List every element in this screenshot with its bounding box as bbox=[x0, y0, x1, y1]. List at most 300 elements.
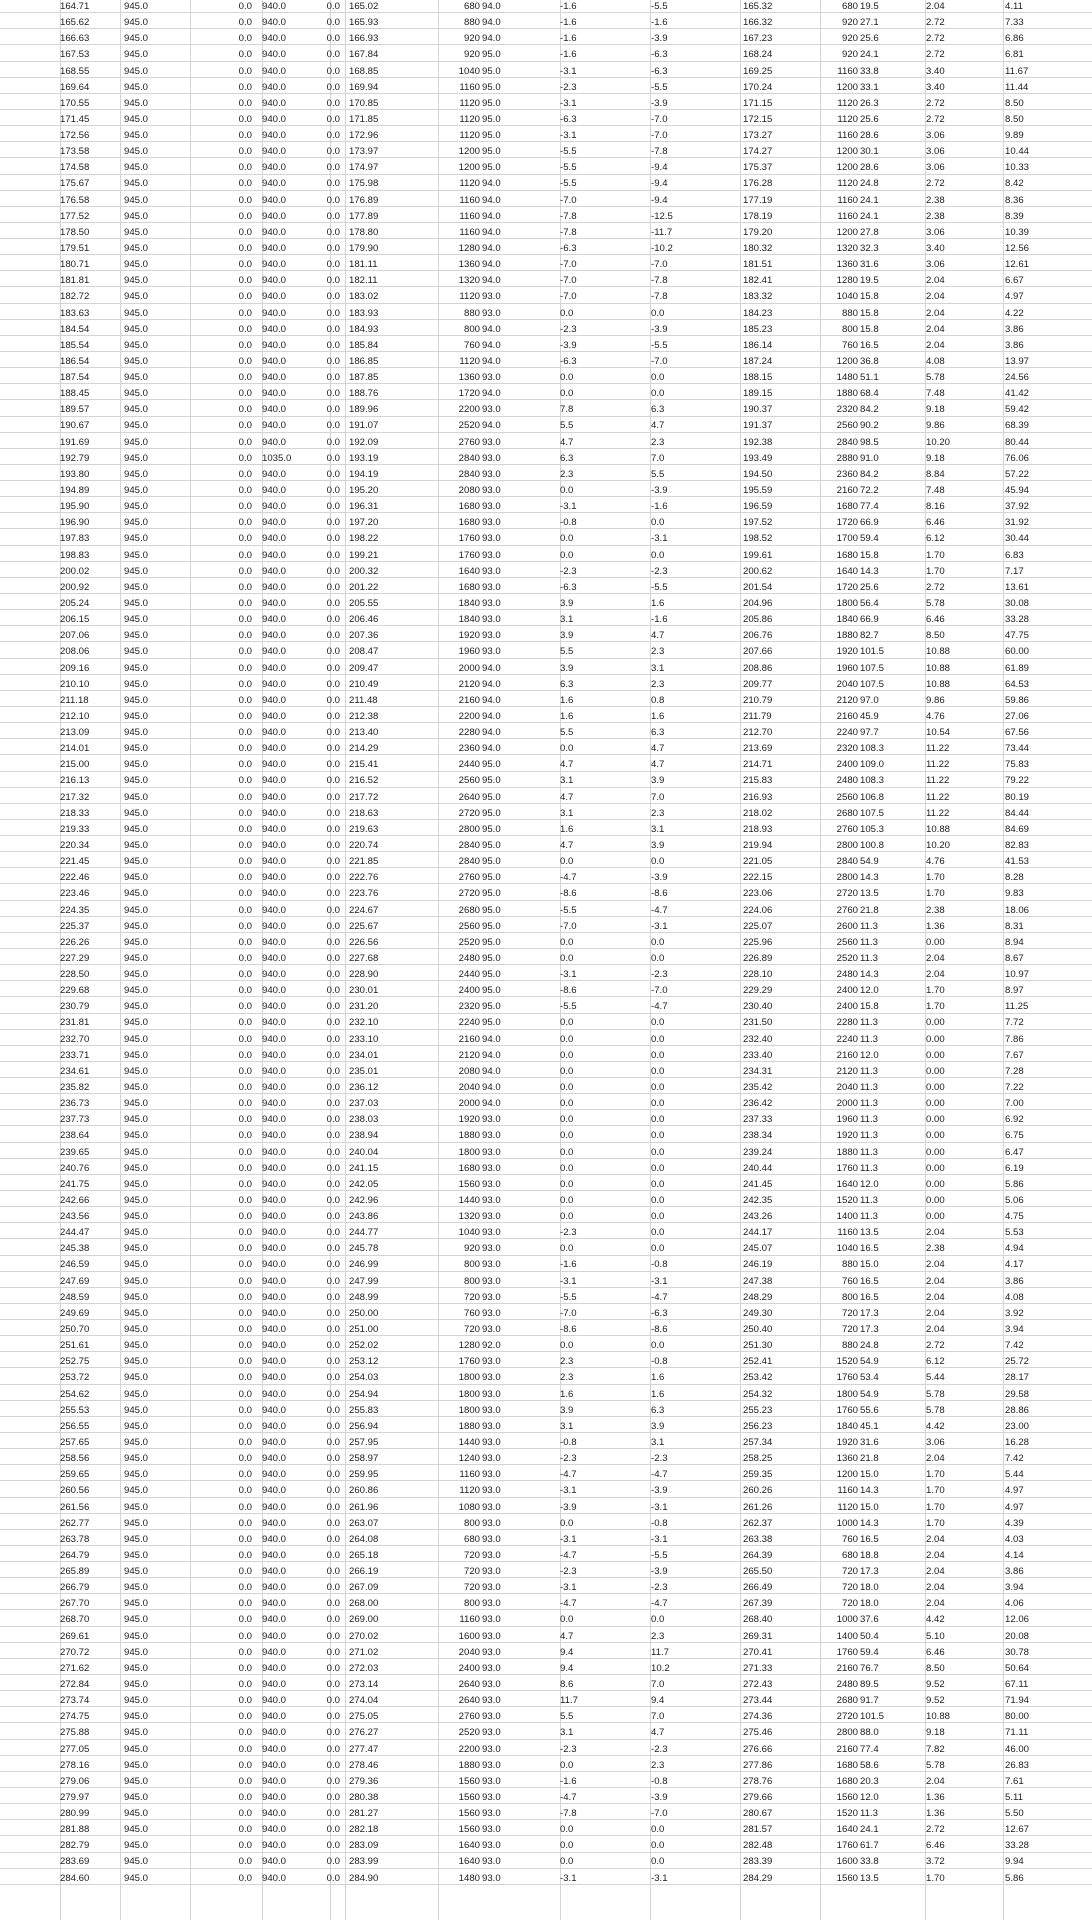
table-cell[interactable]: 0.0 bbox=[326, 1324, 340, 1336]
table-cell[interactable]: 93.0 bbox=[482, 1582, 501, 1594]
table-cell[interactable]: 36.8 bbox=[860, 355, 879, 367]
table-cell[interactable]: 1160 bbox=[459, 226, 480, 238]
table-cell[interactable]: 945.0 bbox=[124, 436, 149, 448]
table-cell[interactable]: 95.0 bbox=[482, 97, 501, 109]
table-cell[interactable]: 21.8 bbox=[860, 904, 879, 916]
table-cell[interactable]: 11.3 bbox=[860, 1065, 878, 1077]
table-cell[interactable]: 271.02 bbox=[349, 1646, 379, 1658]
table-cell[interactable]: 176.58 bbox=[60, 194, 90, 206]
table-cell[interactable]: -3.9 bbox=[651, 485, 668, 497]
table-cell[interactable]: 0.00 bbox=[926, 1194, 945, 1206]
table-cell[interactable]: 1920 bbox=[836, 646, 858, 658]
table-cell[interactable]: 940.0 bbox=[262, 243, 287, 255]
table-cell[interactable]: 2160 bbox=[836, 1662, 858, 1674]
table-cell[interactable]: 276.27 bbox=[349, 1727, 379, 1739]
table-cell[interactable]: 800 bbox=[841, 323, 858, 335]
table-cell[interactable]: 2400 bbox=[836, 985, 858, 997]
table-cell[interactable]: 0.0 bbox=[326, 1872, 340, 1884]
table-cell[interactable]: 940.0 bbox=[262, 1146, 287, 1158]
table-cell[interactable]: 0.0 bbox=[560, 743, 574, 755]
table-cell[interactable]: 0.0 bbox=[238, 339, 252, 351]
table-cell[interactable]: 2.04 bbox=[926, 1259, 945, 1271]
table-cell[interactable]: 1.70 bbox=[926, 1501, 945, 1513]
table-cell[interactable]: 0.00 bbox=[926, 1049, 945, 1061]
table-cell[interactable]: 1160 bbox=[837, 210, 858, 222]
table-cell[interactable]: 7.42 bbox=[1005, 1340, 1024, 1352]
table-cell[interactable]: 945.0 bbox=[124, 694, 149, 706]
table-cell[interactable]: 940.0 bbox=[262, 743, 287, 755]
table-cell[interactable]: 176.89 bbox=[349, 194, 379, 206]
table-cell[interactable]: 211.48 bbox=[349, 694, 378, 706]
table-cell[interactable]: 194.89 bbox=[60, 485, 90, 497]
table-cell[interactable]: 940.0 bbox=[262, 113, 287, 125]
table-cell[interactable]: -2.3 bbox=[651, 565, 668, 577]
table-cell[interactable]: 0.0 bbox=[238, 888, 252, 900]
table-cell[interactable]: 5.5 bbox=[560, 420, 574, 432]
table-cell[interactable]: 11.3 bbox=[860, 1130, 878, 1142]
table-cell[interactable]: 208.86 bbox=[743, 662, 773, 674]
table-cell[interactable]: 94.0 bbox=[482, 33, 501, 45]
table-cell[interactable]: 1640 bbox=[836, 1824, 858, 1836]
table-cell[interactable]: 945.0 bbox=[124, 1065, 149, 1077]
table-cell[interactable]: 0.00 bbox=[926, 1098, 945, 1110]
table-cell[interactable]: 940.0 bbox=[262, 517, 287, 529]
table-cell[interactable]: 720 bbox=[463, 1549, 480, 1561]
table-cell[interactable]: -4.7 bbox=[651, 1598, 668, 1610]
table-cell[interactable]: 940.0 bbox=[262, 372, 287, 384]
table-cell[interactable]: 220.74 bbox=[349, 839, 379, 851]
table-cell[interactable]: 0.0 bbox=[238, 565, 252, 577]
table-cell[interactable]: 268.70 bbox=[60, 1614, 90, 1626]
table-cell[interactable]: -3.1 bbox=[560, 1275, 577, 1287]
table-cell[interactable]: 213.69 bbox=[743, 743, 773, 755]
table-cell[interactable]: 24.1 bbox=[860, 49, 879, 61]
table-cell[interactable]: 192.38 bbox=[743, 436, 773, 448]
table-cell[interactable]: 1120 bbox=[459, 97, 480, 109]
table-cell[interactable]: 2400 bbox=[836, 759, 858, 771]
table-cell[interactable]: 230.40 bbox=[743, 1001, 773, 1013]
table-cell[interactable]: 3.06 bbox=[926, 146, 945, 158]
table-cell[interactable]: -3.9 bbox=[560, 339, 577, 351]
table-cell[interactable]: -5.5 bbox=[560, 162, 577, 174]
table-cell[interactable]: 233.40 bbox=[743, 1049, 773, 1061]
table-cell[interactable]: 93.0 bbox=[482, 1469, 501, 1481]
table-cell[interactable]: -7.0 bbox=[651, 130, 668, 142]
table-cell[interactable]: 940.0 bbox=[262, 1065, 287, 1077]
table-cell[interactable]: 0.0 bbox=[560, 485, 574, 497]
table-cell[interactable]: 0.0 bbox=[238, 1775, 252, 1787]
table-cell[interactable]: 1.6 bbox=[651, 597, 665, 609]
table-cell[interactable]: 940.0 bbox=[262, 920, 287, 932]
table-cell[interactable]: -3.1 bbox=[560, 1485, 577, 1497]
table-cell[interactable]: -4.7 bbox=[560, 1791, 577, 1803]
table-cell[interactable]: 0.0 bbox=[238, 65, 252, 77]
table-cell[interactable]: -5.5 bbox=[560, 904, 577, 916]
table-cell[interactable]: -0.8 bbox=[651, 1356, 668, 1368]
table-cell[interactable]: 0.00 bbox=[926, 1130, 945, 1142]
table-cell[interactable]: 0.0 bbox=[326, 807, 340, 819]
table-cell[interactable]: 190.67 bbox=[60, 420, 90, 432]
table-cell[interactable]: 0.0 bbox=[560, 1017, 574, 1029]
table-cell[interactable]: 0.0 bbox=[326, 388, 340, 400]
table-cell[interactable]: 93.0 bbox=[482, 549, 501, 561]
table-cell[interactable]: 193.80 bbox=[60, 468, 90, 480]
table-cell[interactable]: 0.0 bbox=[238, 581, 252, 593]
table-cell[interactable]: 2.3 bbox=[560, 468, 574, 480]
table-cell[interactable]: -1.6 bbox=[651, 614, 668, 626]
table-cell[interactable]: 945.0 bbox=[124, 727, 149, 739]
table-cell[interactable]: 11.3 bbox=[860, 952, 878, 964]
table-cell[interactable]: 93.0 bbox=[482, 372, 501, 384]
table-cell[interactable]: 0.0 bbox=[238, 1098, 252, 1110]
table-cell[interactable]: 235.82 bbox=[60, 1082, 90, 1093]
table-cell[interactable]: 236.42 bbox=[743, 1098, 773, 1110]
table-cell[interactable]: 284.60 bbox=[60, 1872, 90, 1884]
table-cell[interactable]: 169.64 bbox=[60, 81, 90, 93]
table-cell[interactable]: -3.9 bbox=[651, 97, 668, 109]
table-cell[interactable]: 242.96 bbox=[349, 1194, 379, 1206]
table-cell[interactable]: 940.0 bbox=[262, 307, 287, 319]
table-cell[interactable]: 191.69 bbox=[60, 436, 90, 448]
table-cell[interactable]: 4.42 bbox=[926, 1614, 945, 1626]
table-cell[interactable]: 940.0 bbox=[262, 1566, 287, 1578]
table-cell[interactable]: 1680 bbox=[458, 501, 480, 513]
table-cell[interactable]: 184.93 bbox=[349, 323, 379, 335]
table-cell[interactable]: -3.9 bbox=[651, 1566, 668, 1578]
table-cell[interactable]: 940.0 bbox=[262, 630, 287, 642]
table-cell[interactable]: 243.56 bbox=[60, 1211, 90, 1223]
table-cell[interactable]: 4.08 bbox=[1005, 1291, 1024, 1303]
table-cell[interactable]: 8.67 bbox=[1005, 952, 1024, 964]
table-cell[interactable]: 3.1 bbox=[560, 775, 574, 787]
table-cell[interactable]: 183.02 bbox=[349, 291, 379, 303]
table-cell[interactable]: 9.86 bbox=[926, 420, 945, 432]
table-cell[interactable]: 11.3 bbox=[860, 1211, 878, 1223]
table-cell[interactable]: 4.7 bbox=[651, 743, 665, 755]
table-cell[interactable]: 93.0 bbox=[482, 1695, 501, 1707]
table-cell[interactable]: 0.0 bbox=[238, 275, 252, 287]
table-cell[interactable]: 0.0 bbox=[238, 952, 252, 964]
table-cell[interactable]: 940.0 bbox=[262, 1001, 287, 1013]
table-cell[interactable]: 2840 bbox=[458, 839, 480, 851]
table-cell[interactable]: 0.0 bbox=[238, 388, 252, 400]
table-cell[interactable]: 0.0 bbox=[651, 1146, 665, 1158]
table-cell[interactable]: 28.6 bbox=[860, 162, 879, 174]
table-cell[interactable]: 188.76 bbox=[349, 388, 379, 400]
table-cell[interactable]: 2480 bbox=[836, 969, 858, 981]
table-cell[interactable]: -5.5 bbox=[560, 1001, 577, 1013]
table-cell[interactable]: 0.0 bbox=[326, 1388, 340, 1400]
table-cell[interactable]: 940.0 bbox=[262, 1420, 287, 1432]
table-cell[interactable]: 219.94 bbox=[743, 839, 773, 851]
table-cell[interactable]: 0.0 bbox=[238, 485, 252, 497]
table-cell[interactable]: 0.0 bbox=[238, 291, 252, 303]
table-cell[interactable]: 16.5 bbox=[860, 1243, 879, 1255]
table-cell[interactable]: 255.53 bbox=[60, 1404, 90, 1416]
table-cell[interactable]: 940.0 bbox=[262, 614, 287, 626]
table-cell[interactable]: -2.3 bbox=[560, 1743, 577, 1755]
table-cell[interactable]: 171.45 bbox=[60, 113, 90, 125]
table-cell[interactable]: 280.99 bbox=[60, 1808, 90, 1820]
table-cell[interactable]: 93.0 bbox=[482, 1791, 501, 1803]
table-cell[interactable]: 6.3 bbox=[560, 678, 574, 690]
table-cell[interactable]: 170.85 bbox=[349, 97, 379, 109]
table-cell[interactable]: 0.0 bbox=[238, 1436, 252, 1448]
table-cell[interactable]: 212.70 bbox=[743, 727, 773, 739]
table-cell[interactable]: 4.7 bbox=[651, 1727, 665, 1739]
table-cell[interactable]: 2.72 bbox=[926, 581, 945, 593]
table-cell[interactable]: 1880 bbox=[458, 1420, 480, 1432]
table-cell[interactable]: 2160 bbox=[836, 1049, 858, 1061]
table-cell[interactable]: 251.61 bbox=[60, 1340, 90, 1352]
table-cell[interactable]: 0.0 bbox=[326, 936, 340, 948]
table-cell[interactable]: 0.0 bbox=[238, 130, 252, 142]
table-cell[interactable]: 945.0 bbox=[124, 1017, 149, 1029]
table-cell[interactable]: 0.0 bbox=[326, 694, 340, 706]
table-cell[interactable]: 218.02 bbox=[743, 807, 773, 819]
table-cell[interactable]: 940.0 bbox=[262, 1533, 287, 1545]
table-cell[interactable]: 270.72 bbox=[60, 1646, 90, 1658]
table-cell[interactable]: 0.0 bbox=[238, 468, 252, 480]
table-cell[interactable]: 189.96 bbox=[349, 404, 379, 416]
table-cell[interactable]: 940.0 bbox=[262, 1695, 287, 1707]
table-cell[interactable]: 1680 bbox=[458, 581, 480, 593]
table-cell[interactable]: -5.5 bbox=[651, 1, 668, 12]
table-cell[interactable]: -6.3 bbox=[560, 355, 577, 367]
table-cell[interactable]: 1160 bbox=[837, 130, 858, 142]
table-cell[interactable]: 252.02 bbox=[349, 1340, 379, 1352]
table-cell[interactable]: 14.3 bbox=[860, 872, 879, 884]
table-cell[interactable]: 0.0 bbox=[326, 1436, 340, 1448]
table-cell[interactable]: 880 bbox=[841, 1340, 858, 1352]
table-cell[interactable]: 940.0 bbox=[262, 1275, 287, 1287]
table-cell[interactable]: 945.0 bbox=[124, 1517, 149, 1529]
table-cell[interactable]: 0.00 bbox=[926, 1211, 945, 1223]
table-cell[interactable]: 940.0 bbox=[262, 727, 287, 739]
table-cell[interactable]: 236.73 bbox=[60, 1098, 90, 1110]
table-cell[interactable]: 1680 bbox=[458, 1162, 480, 1174]
table-cell[interactable]: 31.92 bbox=[1005, 517, 1030, 529]
table-cell[interactable]: 0.0 bbox=[651, 1856, 665, 1868]
table-cell[interactable]: 0.0 bbox=[238, 1033, 252, 1045]
table-cell[interactable]: 250.40 bbox=[743, 1324, 773, 1336]
table-cell[interactable]: 61.89 bbox=[1005, 662, 1030, 674]
table-cell[interactable]: 940.0 bbox=[262, 404, 287, 416]
table-cell[interactable]: 2000 bbox=[458, 1098, 480, 1110]
table-cell[interactable]: 760 bbox=[841, 339, 858, 351]
table-cell[interactable]: 0.0 bbox=[326, 226, 340, 238]
table-cell[interactable]: 9.18 bbox=[926, 1727, 945, 1739]
table-cell[interactable]: 2800 bbox=[836, 1727, 858, 1739]
table-cell[interactable]: -1.6 bbox=[560, 1, 577, 12]
table-cell[interactable]: 242.35 bbox=[743, 1194, 773, 1206]
table-cell[interactable]: 2680 bbox=[836, 1695, 858, 1707]
table-cell[interactable]: 3.9 bbox=[560, 1404, 574, 1416]
table-cell[interactable]: 945.0 bbox=[124, 1501, 149, 1513]
table-cell[interactable]: 95.0 bbox=[482, 888, 501, 900]
table-cell[interactable]: 0.0 bbox=[326, 1743, 340, 1755]
table-cell[interactable]: 238.34 bbox=[743, 1130, 773, 1142]
table-cell[interactable]: 173.58 bbox=[60, 146, 90, 158]
table-cell[interactable]: 234.61 bbox=[60, 1065, 90, 1077]
table-cell[interactable]: 720 bbox=[463, 1566, 480, 1578]
table-cell[interactable]: 940.0 bbox=[262, 1130, 287, 1142]
table-cell[interactable]: 2600 bbox=[836, 920, 858, 932]
table-cell[interactable]: 238.94 bbox=[349, 1130, 379, 1142]
table-cell[interactable]: 28.86 bbox=[1005, 1404, 1030, 1416]
table-cell[interactable]: 11.44 bbox=[1005, 81, 1029, 93]
table-cell[interactable]: -8.6 bbox=[651, 888, 668, 900]
table-cell[interactable]: 3.06 bbox=[926, 162, 945, 174]
table-cell[interactable]: 4.08 bbox=[926, 355, 945, 367]
table-cell[interactable]: 240.44 bbox=[743, 1162, 773, 1174]
table-cell[interactable]: 210.49 bbox=[349, 678, 379, 690]
table-cell[interactable]: 258.25 bbox=[743, 1453, 773, 1465]
table-cell[interactable]: 93.0 bbox=[482, 1549, 501, 1561]
table-cell[interactable]: 0.0 bbox=[326, 1162, 340, 1174]
table-cell[interactable]: 0.0 bbox=[326, 581, 340, 593]
table-cell[interactable]: 2200 bbox=[458, 1743, 480, 1755]
table-cell[interactable]: 940.0 bbox=[262, 1049, 287, 1061]
table-cell[interactable]: 93.0 bbox=[482, 1646, 501, 1658]
table-cell[interactable]: 920 bbox=[841, 49, 858, 61]
table-cell[interactable]: 940.0 bbox=[262, 549, 287, 561]
table-cell[interactable]: 2840 bbox=[458, 856, 480, 868]
table-cell[interactable]: 7.67 bbox=[1005, 1049, 1024, 1061]
table-cell[interactable]: 0.0 bbox=[238, 1340, 252, 1352]
table-cell[interactable]: 0.0 bbox=[238, 727, 252, 739]
table-cell[interactable]: 940.0 bbox=[262, 17, 287, 29]
table-cell[interactable]: 800 bbox=[463, 1598, 480, 1610]
table-cell[interactable]: 10.97 bbox=[1005, 969, 1030, 981]
table-cell[interactable]: 0.0 bbox=[326, 1291, 340, 1303]
table-cell[interactable]: 945.0 bbox=[124, 291, 149, 303]
table-cell[interactable]: 940.0 bbox=[262, 1598, 287, 1610]
table-cell[interactable]: 10.20 bbox=[926, 839, 951, 851]
table-cell[interactable]: 0.0 bbox=[560, 1614, 574, 1626]
table-cell[interactable]: 32.3 bbox=[860, 243, 879, 255]
table-cell[interactable]: 0.0 bbox=[651, 1114, 665, 1126]
table-cell[interactable]: 227.29 bbox=[60, 952, 90, 964]
table-cell[interactable]: 95.0 bbox=[482, 904, 501, 916]
table-cell[interactable]: 95.0 bbox=[482, 872, 501, 884]
table-cell[interactable]: 2.72 bbox=[926, 33, 945, 45]
table-cell[interactable]: 1120 bbox=[459, 130, 480, 142]
table-cell[interactable]: -2.3 bbox=[560, 1566, 577, 1578]
table-cell[interactable]: 94.0 bbox=[482, 243, 501, 255]
table-cell[interactable]: 945.0 bbox=[124, 1, 149, 12]
table-cell[interactable]: 95.0 bbox=[482, 146, 501, 158]
table-cell[interactable]: 2080 bbox=[458, 485, 480, 497]
table-cell[interactable]: 225.96 bbox=[743, 936, 773, 948]
table-cell[interactable]: 1.6 bbox=[651, 1388, 665, 1400]
table-cell[interactable]: -3.9 bbox=[651, 1791, 668, 1803]
table-cell[interactable]: 274.36 bbox=[743, 1711, 773, 1723]
table-cell[interactable]: 3.1 bbox=[651, 1436, 665, 1448]
table-cell[interactable]: 0.0 bbox=[560, 1049, 574, 1061]
table-cell[interactable]: 68.4 bbox=[860, 388, 879, 400]
table-cell[interactable]: 164.71 bbox=[60, 1, 90, 12]
table-cell[interactable]: 98.5 bbox=[860, 436, 879, 448]
table-cell[interactable]: 720 bbox=[841, 1582, 858, 1594]
table-cell[interactable]: 1840 bbox=[836, 614, 858, 626]
table-cell[interactable]: 940.0 bbox=[262, 1453, 287, 1465]
table-cell[interactable]: 272.03 bbox=[349, 1662, 379, 1674]
table-cell[interactable]: 0.0 bbox=[651, 1243, 665, 1255]
table-cell[interactable]: 1320 bbox=[836, 243, 858, 255]
table-cell[interactable]: 197.52 bbox=[743, 517, 773, 529]
table-cell[interactable]: 6.46 bbox=[926, 614, 945, 626]
table-cell[interactable]: 945.0 bbox=[124, 614, 149, 626]
table-cell[interactable]: 7.28 bbox=[1005, 1065, 1024, 1077]
table-cell[interactable]: 1160 bbox=[837, 1485, 858, 1497]
table-cell[interactable]: 1880 bbox=[836, 630, 858, 642]
table-cell[interactable]: 24.56 bbox=[1005, 372, 1030, 384]
table-cell[interactable]: 178.50 bbox=[60, 226, 90, 238]
table-cell[interactable]: 6.3 bbox=[651, 727, 665, 739]
table-cell[interactable]: 1.36 bbox=[926, 1791, 945, 1803]
table-cell[interactable]: 0.0 bbox=[326, 775, 340, 787]
table-cell[interactable]: 945.0 bbox=[124, 194, 149, 206]
table-cell[interactable]: 1880 bbox=[836, 1146, 858, 1158]
table-cell[interactable]: -8.6 bbox=[560, 888, 577, 900]
table-cell[interactable]: 2640 bbox=[458, 791, 480, 803]
table-cell[interactable]: 279.97 bbox=[60, 1791, 90, 1803]
table-cell[interactable]: 1920 bbox=[458, 1114, 480, 1126]
table-cell[interactable]: 270.02 bbox=[349, 1630, 379, 1642]
table-cell[interactable]: 54.9 bbox=[860, 856, 879, 868]
table-cell[interactable]: 8.50 bbox=[926, 1662, 945, 1674]
table-cell[interactable]: 197.83 bbox=[60, 533, 90, 545]
table-cell[interactable]: 0.0 bbox=[651, 1340, 665, 1352]
table-cell[interactable]: 0.0 bbox=[238, 1856, 252, 1868]
table-cell[interactable]: 940.0 bbox=[262, 1840, 287, 1852]
table-cell[interactable]: 0.0 bbox=[326, 1501, 340, 1513]
table-cell[interactable]: 0.0 bbox=[326, 1420, 340, 1432]
table-cell[interactable]: 93.0 bbox=[482, 1388, 501, 1400]
table-cell[interactable]: 54.9 bbox=[860, 1388, 879, 1400]
table-cell[interactable]: 232.70 bbox=[60, 1033, 90, 1045]
table-cell[interactable]: 198.83 bbox=[60, 549, 90, 561]
table-cell[interactable]: 1.70 bbox=[926, 565, 945, 577]
table-cell[interactable]: 209.47 bbox=[349, 662, 379, 674]
table-cell[interactable]: 185.54 bbox=[60, 339, 90, 351]
table-cell[interactable]: 95.0 bbox=[482, 920, 501, 932]
table-cell[interactable]: 940.0 bbox=[262, 420, 287, 432]
table-cell[interactable]: 15.8 bbox=[860, 1001, 879, 1013]
table-cell[interactable]: 101.5 bbox=[860, 1711, 885, 1723]
table-cell[interactable]: 237.73 bbox=[60, 1114, 90, 1126]
table-cell[interactable]: 284.29 bbox=[743, 1872, 773, 1884]
table-cell[interactable]: 108.3 bbox=[860, 775, 885, 787]
table-cell[interactable]: 25.72 bbox=[1005, 1356, 1030, 1368]
table-cell[interactable]: 945.0 bbox=[124, 372, 149, 384]
table-cell[interactable]: 251.30 bbox=[743, 1340, 773, 1352]
table-cell[interactable]: 5.53 bbox=[1005, 1227, 1024, 1239]
table-cell[interactable]: 94.0 bbox=[482, 339, 501, 351]
table-cell[interactable]: 2720 bbox=[836, 888, 858, 900]
table-cell[interactable]: 1360 bbox=[458, 372, 480, 384]
table-cell[interactable]: 2840 bbox=[458, 468, 480, 480]
table-cell[interactable]: 0.0 bbox=[238, 259, 252, 271]
table-cell[interactable]: 217.72 bbox=[349, 791, 379, 803]
table-cell[interactable]: 3.06 bbox=[926, 259, 945, 271]
table-cell[interactable]: 0.0 bbox=[238, 1808, 252, 1820]
table-cell[interactable]: 0.0 bbox=[238, 1469, 252, 1481]
table-cell[interactable]: 94.0 bbox=[482, 1049, 501, 1061]
table-cell[interactable]: 258.97 bbox=[349, 1453, 379, 1465]
table-cell[interactable]: 2680 bbox=[458, 904, 480, 916]
